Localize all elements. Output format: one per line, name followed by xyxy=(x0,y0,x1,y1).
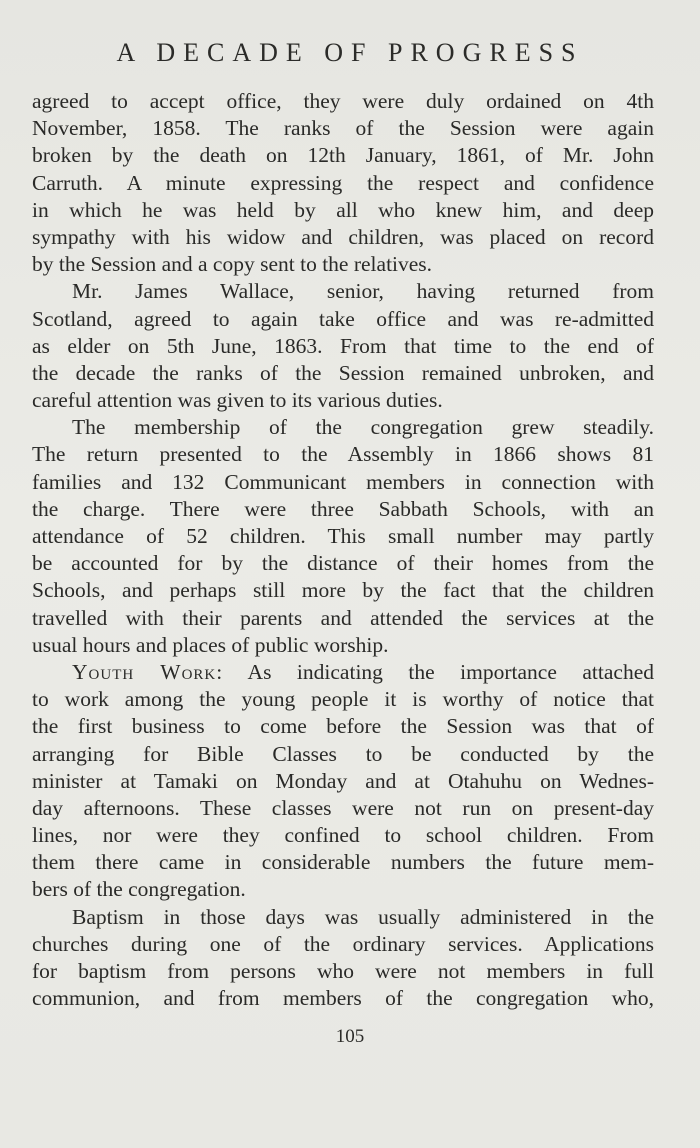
text-line: arranging for Bible Classes to be conducted by the xyxy=(32,741,654,766)
text-line: families and 132 Communicant members in connection with xyxy=(32,469,654,494)
text-line: by the Session and a copy sent to the relatives. xyxy=(32,252,433,277)
text-line: careful attention was given to its various duties. xyxy=(32,388,443,413)
text-line: broken by the death on 12th January, 1861, of Mr. John xyxy=(32,143,654,168)
text-run: As indicating the importance attached xyxy=(247,659,654,684)
text-line: The return presented to the Assembly in 1866 shows 81 xyxy=(32,442,654,467)
text-line: minister at Tamaki on Monday and at Otahuhu on Wednes- xyxy=(32,768,654,793)
paragraph-5 xyxy=(32,904,654,1013)
text-line: Mr. James Wallace, senior, having returned from xyxy=(72,279,654,304)
text-line: Scotland, agreed to again take office and was re-admitted xyxy=(32,306,654,331)
text-line: The membership of the congregation grew steadily. xyxy=(72,415,654,440)
text-line: agreed to accept office, they were duly ordained on 4th xyxy=(32,89,654,113)
text-line: Schools, and perhaps still more by the fact that the children xyxy=(32,578,654,603)
text-line: the charge. There were three Sabbath Schools, with an xyxy=(32,496,654,521)
text-line: November, 1858. The ranks of the Session were again xyxy=(32,116,654,141)
text-line: them there came in considerable numbers the future mem- xyxy=(32,850,654,875)
body-text xyxy=(32,88,654,1012)
running-head: A DECADE OF PROGRESS xyxy=(116,38,584,67)
text-line: churches during one of the ordinary services. Applications xyxy=(32,931,654,956)
text-line: travelled with their parents and attended the services at the xyxy=(32,605,654,630)
text-line: in which he was held by all who knew him, and deep xyxy=(32,197,654,222)
text-line: communion, and from members of the congregation who, xyxy=(32,986,654,1011)
text-line: usual hours and places of public worship. xyxy=(32,632,389,657)
text-line: Carruth. A minute expressing the respect and confidence xyxy=(32,170,654,195)
paragraph-4 xyxy=(32,659,654,904)
section-heading: Youth Work: xyxy=(72,659,224,684)
text-line: lines, nor were they confined to school children. From xyxy=(32,823,654,848)
text-line: bers of the congregation. xyxy=(32,877,246,902)
paragraph-3 xyxy=(32,414,654,659)
paragraph-1 xyxy=(32,88,654,278)
text-line: be accounted for by the distance of their homes from the xyxy=(32,551,654,576)
page-number: 105 xyxy=(335,1026,365,1047)
text-line: for baptism from persons who were not members in full xyxy=(32,959,654,983)
text-line: the first business to come before the Session was that of xyxy=(32,714,654,739)
text-line: Baptism in those days was usually administered in the xyxy=(72,904,654,929)
paragraph-2 xyxy=(32,278,654,414)
text-line xyxy=(32,659,654,686)
text-line: day afternoons. These classes were not run on present-day xyxy=(32,795,654,820)
text-line: the decade the ranks of the Session remained unbroken, and xyxy=(32,360,654,385)
text-line: sympathy with his widow and children, was placed on record xyxy=(32,224,654,249)
text-line: as elder on 5th June, 1863. From that time to the end of xyxy=(32,333,654,358)
text-line: to work among the young people it is worthy of notice that xyxy=(32,687,654,712)
text-line: attendance of 52 children. This small number may partly xyxy=(32,524,654,548)
